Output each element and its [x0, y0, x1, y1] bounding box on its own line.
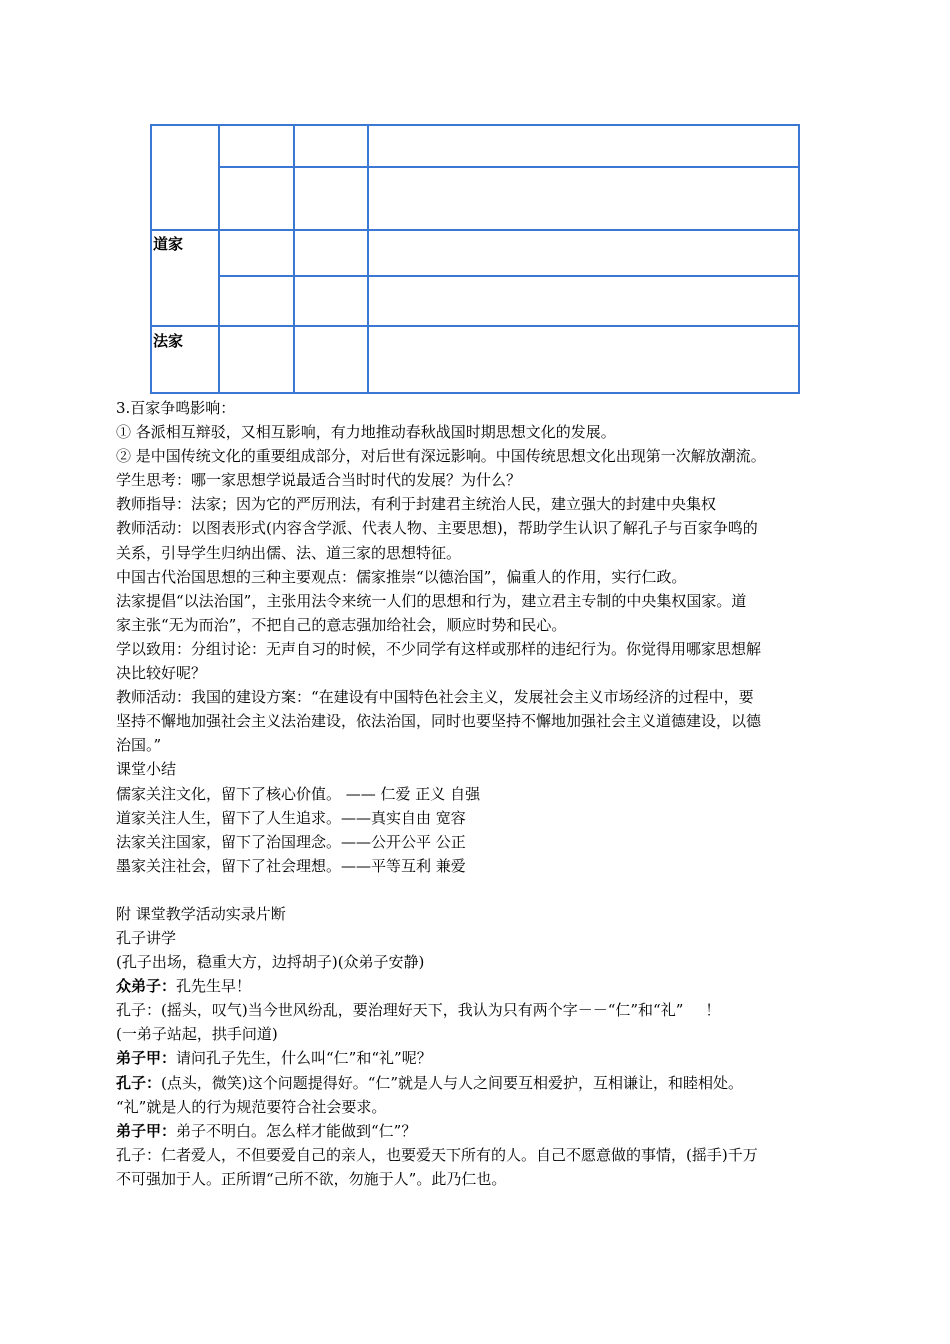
speaker-label: 孔子： [116, 1073, 162, 1092]
dialogue-line [116, 1071, 846, 1095]
paragraph-cont: 治国。” [116, 736, 162, 755]
dialogue-cont: 不可强加于人。正所谓“己所不欲，勿施于人”。此乃仁也。 [116, 1169, 507, 1188]
document-body [116, 396, 846, 1191]
speaker-label: 弟子甲： [116, 1121, 177, 1140]
dialogue-line: 孔子：仁者爱人，不但要爱自己的亲人，也要爱天下所有的人。自己不愿意做的事情，(摇手)千万 [116, 1145, 758, 1164]
dialogue-text: 孔子：(摇头，叹气)当今世风纷乱，要治理好天下，我认为只有两个字－－“仁”和“礼” [116, 1001, 684, 1020]
summary-line: 法家关注国家，留下了治国理念。——公开公平 公正 [116, 832, 466, 851]
appendix-subtitle: 孔子讲学 [116, 928, 177, 947]
speaker-label: 众弟子： [116, 977, 177, 996]
dialogue-text: 请问孔子先生，什么叫“仁”和“礼”呢？ [176, 1049, 432, 1068]
summary-line: 道家关注人生，留下了人生追求。——真实自由 宽容 [116, 808, 466, 827]
dialogue-text: 弟子不明白。怎么样才能做到“仁”？ [176, 1121, 417, 1140]
paragraph-cont: 家主张“无为而治”，不把自己的意志强加给社会，顺应时势和民心。 [116, 615, 567, 634]
paragraph: 法家提倡“以法治国”，主张用法令来统一人们的思想和行为，建立君主专制的中央集权国家。道 [116, 591, 747, 610]
paragraph-cont: 坚持不懈地加强社会主义法治建设，依法治国，同时也要坚持不懈地加强社会主义道德建设，以德 [116, 712, 762, 731]
paragraph: ② 是中国传统文化的重要组成部分，对后世有深远影响。中国传统思想文化出现第一次解放潮流。 [116, 447, 766, 466]
paragraph-cont: 决比较好呢？ [116, 664, 207, 683]
dialogue-text: (点头，微笑)这个问题提得好。“仁”就是人与人之间要互相爱护，互相谦让，和睦相处。 [161, 1073, 744, 1092]
speaker-label: 弟子甲： [116, 1049, 177, 1068]
thinkers-table [150, 124, 800, 394]
dialogue-text: 孔先生早！ [176, 977, 252, 996]
table-border [151, 125, 799, 393]
stage-direction: (一弟子站起，拱手问道) [116, 1025, 278, 1044]
paragraph [116, 516, 846, 540]
dialogue-line [116, 974, 846, 998]
blank-line [116, 878, 846, 902]
paragraph: 教师指导：法家；因为它的严厉刑法，有利于封建君主统治人民，建立强大的封建中央集权 [116, 495, 717, 514]
summary-line: 儒家关注文化，留下了核心价值。 —— 仁爱 正义 自强 [116, 784, 481, 803]
stage-direction: (孔子出场，稳重大方，边捋胡子)(众弟子安静) [116, 953, 425, 972]
paragraph: 学以致用：分组讨论：无声自习的时候，不少同学有这样或那样的违纪行为。你觉得用哪家思想解 [116, 639, 762, 658]
table-school-daojia: 道家 [153, 235, 184, 253]
table-school-fajia: 法家 [153, 332, 184, 350]
table-grid [150, 124, 800, 394]
summary-title: 课堂小结 [116, 760, 177, 779]
section-title: 3.百家争鸣影响： [116, 399, 236, 417]
dialogue-line [116, 998, 846, 1022]
paragraph: ① 各派相互辩驳，又相互影响，有力地推动春秋战国时期思想文化的发展。 [116, 423, 616, 442]
dialogue-line [116, 1046, 846, 1070]
dialogue-line [116, 1119, 846, 1143]
paragraph-cont: 关系，引导学生归纳出儒、法、道三家的思想特征。 [116, 543, 462, 562]
paragraph: 教师活动：我国的建设方案：“在建设有中国特色社会主义，发展社会主义市场经济的过程中，要 [116, 688, 754, 707]
dialogue-end: ！ [705, 1001, 721, 1020]
paragraph-text: 教师活动：以图表形式(内容含学派、代表人物、主要思想)，帮助学生认识了解孔子与百家争鸣的 [116, 519, 758, 538]
paragraph: 学生思考：哪一家思想学说最适合当时时代的发展？为什么？ [116, 471, 522, 490]
paragraph: 中国古代治国思想的三种主要观点：儒家推崇“以德治国”，偏重人的作用，实行仁政。 [116, 567, 687, 586]
summary-line: 墨家关注社会，留下了社会理想。——平等互利 兼爱 [116, 856, 466, 875]
dialogue-cont: “礼”就是人的行为规范要符合社会要求。 [116, 1097, 387, 1116]
appendix-title: 附 课堂教学活动实录片断 [116, 904, 286, 923]
